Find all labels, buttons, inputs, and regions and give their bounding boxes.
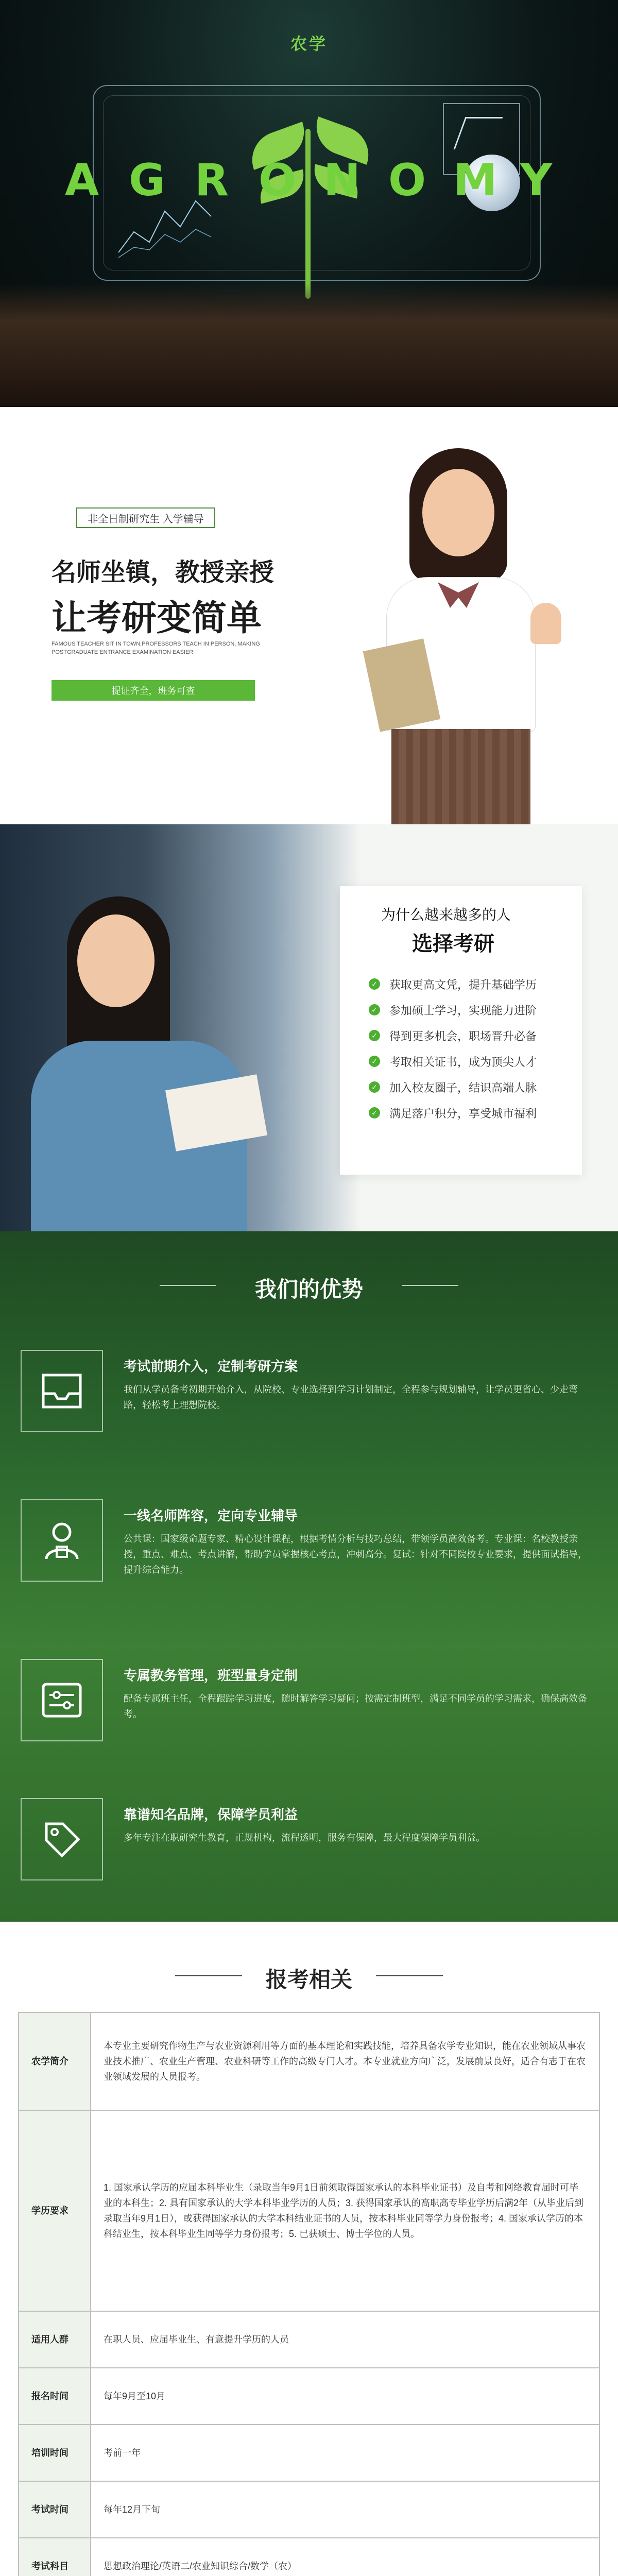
why-item-text: 考取相关证书，成为顶尖人才 (389, 1055, 537, 1069)
table-key: 考试时间 (19, 2481, 91, 2538)
check-icon: ✓ (369, 1107, 380, 1118)
student-illustration (360, 448, 577, 824)
why-list (369, 971, 537, 1126)
advantage-heading: 靠谱知名品牌，保障学员利益 (124, 1807, 298, 1822)
table-value: 本专业主要研究作物生产与农业资源利用等方面的基本理论和实践技能，培养具备农学专业知识，能在农业领域从事农业技术推广、农业生产管理、农业科研等工作的高级专门人才。本专业就业方向广泛，发展前景良好，适合有志于在农业领域发展的人员报考。 (91, 2012, 599, 2110)
why-item-text: 得到更多机会，职场晋升必备 (389, 1029, 537, 1043)
advantage-item (21, 1798, 597, 1901)
why-item-text: 参加硕士学习，实现能力进阶 (389, 1004, 537, 1017)
advantage-body: 多年专注在职研究生教育，正规机构，流程透明，服务有保障，最大程度保障学员利益。 (124, 1833, 485, 1843)
check-icon: ✓ (369, 1056, 380, 1067)
promo-badge: 提证齐全，班务可查 (52, 680, 255, 701)
advantages-section (0, 1231, 618, 1922)
promo-english-subtitle: FAMOUS TEACHER SIT IN TOWN,PROFESSORS TEACH IN PERSON, MAKING POSTGRADUATE ENTRANCE EXAMINATION EASIER (52, 641, 260, 655)
table-row (19, 2110, 599, 2311)
teacher-icon (21, 1499, 103, 1582)
table-key: 学历要求 (19, 2110, 91, 2311)
advantage-item (21, 1659, 597, 1762)
check-icon: ✓ (369, 1004, 380, 1015)
table-value: 1. 国家承认学历的应届本科毕业生（录取当年9月1日前须取得国家承认的本科毕业证书）及自考和网络教育届时可毕业的本科生；2. 具有国家承认的大学本科毕业学历的人员；3. 获得国家承认的高职高专毕业学历后满2年（从毕业后到录取当年9月1日），或获得国家承认的大学本科结业证书的人员，按本科毕业同等学力身份报考；4. 国家承认学历的本科结业生，按本科毕业生同等学力身份报考；5. 已获硕士、博士学位的人员。 (91, 2110, 599, 2311)
promo-headline: 名师坐镇，教授亲授 (52, 559, 274, 586)
exam-info-table (18, 2012, 600, 2576)
advantage-item (21, 1499, 597, 1623)
advantage-body: 公共课：国家级命题专家、精心设计课程，根据考情分析与技巧总结，带领学员高效备考。专业课：名校教授亲授，重点、难点、考点讲解，帮助学员掌握核心考点，冲刺高分。复试：针对不同院校专业要求，提供面试指导，提升综合能力。 (124, 1534, 587, 1575)
hero-banner (0, 0, 618, 407)
why-item-text: 满足落户积分，享受城市福利 (389, 1107, 537, 1120)
hero-word (0, 155, 618, 206)
hero-letter: A (64, 155, 99, 206)
hero-letter: M (453, 155, 497, 206)
hero-letter: R (194, 155, 229, 206)
soil-ground (0, 283, 618, 407)
why-list-item (369, 1048, 537, 1074)
advantage-heading: 考试前期介入，定制考研方案 (124, 1359, 298, 1374)
title-divider (376, 1975, 443, 1976)
table-row (19, 2311, 599, 2368)
advantage-body: 我们从学员备考初期开始介入，从院校、专业选择到学习计划制定，全程参与规划辅导，让学员更省心、少走弯路，轻松考上理想院校。 (124, 1384, 578, 1410)
table-key: 报名时间 (19, 2368, 91, 2425)
table-key: 考试科目 (19, 2538, 91, 2576)
table-row (19, 2481, 599, 2538)
advantage-heading: 一线名师阵容，定向专业辅导 (124, 1508, 298, 1523)
why-title-large: 选择考研 (412, 933, 494, 955)
table-row (19, 2425, 599, 2481)
why-list-item (369, 1023, 537, 1048)
table-row (19, 2368, 599, 2425)
why-item-text: 获取更高文凭，提升基础学历 (389, 978, 537, 991)
why-list-item (369, 997, 537, 1023)
check-icon: ✓ (369, 1030, 380, 1041)
promo-section (0, 407, 618, 824)
exam-title: 报考相关 (265, 1968, 352, 1992)
inbox-icon (21, 1350, 103, 1432)
student-reading-photo (0, 824, 360, 1231)
table-value: 每年9月至10月 (91, 2368, 599, 2425)
table-row (19, 2012, 599, 2110)
why-list-item (369, 1074, 537, 1100)
table-value: 考前一年 (91, 2425, 599, 2481)
why-title: 为什么越来越多的人 (381, 907, 511, 923)
exam-info-section (0, 1922, 618, 2576)
table-key: 适用人群 (19, 2311, 91, 2368)
advantage-heading: 专属教务管理，班型量身定制 (124, 1668, 298, 1683)
promo-headline-large: 让考研变简单 (52, 599, 262, 638)
why-list-item (369, 971, 537, 997)
table-value: 每年12月下旬 (91, 2481, 599, 2538)
why-item-text: 加入校友圈子，结识高端人脉 (389, 1081, 537, 1094)
table-value: 思想政治理论/英语二/农业知识综合/数学（农） (91, 2538, 599, 2576)
why-card (340, 886, 582, 1175)
advantages-title: 我们的优势 (254, 1277, 363, 1301)
check-icon: ✓ (369, 978, 380, 990)
program-tag: 非全日制研究生 入学辅导 (76, 507, 215, 528)
advantage-body: 配备专属班主任，全程跟踪学习进度，随时解答学习疑问；按需定制班型，满足不同学员的学习需求，确保高效备考。 (124, 1693, 587, 1719)
hero-letter: N (323, 155, 360, 206)
table-key: 培训时间 (19, 2425, 91, 2481)
hero-letter: G (129, 155, 165, 206)
why-list-item (369, 1100, 537, 1126)
table-row (19, 2538, 599, 2576)
table-value: 在职人员、应届毕业生、有意提升学历的人员 (91, 2311, 599, 2368)
hero-brand: 农学 (290, 35, 328, 53)
check-icon: ✓ (369, 1081, 380, 1093)
settings-icon (21, 1659, 103, 1741)
title-divider (402, 1285, 458, 1286)
hero-letter: O (388, 155, 426, 206)
hero-letter: O (259, 155, 297, 206)
advantage-item (21, 1350, 597, 1453)
hero-letter: Y (520, 155, 553, 206)
why-section (0, 824, 618, 1231)
tag-icon (21, 1798, 103, 1880)
table-key: 农学简介 (19, 2012, 91, 2110)
